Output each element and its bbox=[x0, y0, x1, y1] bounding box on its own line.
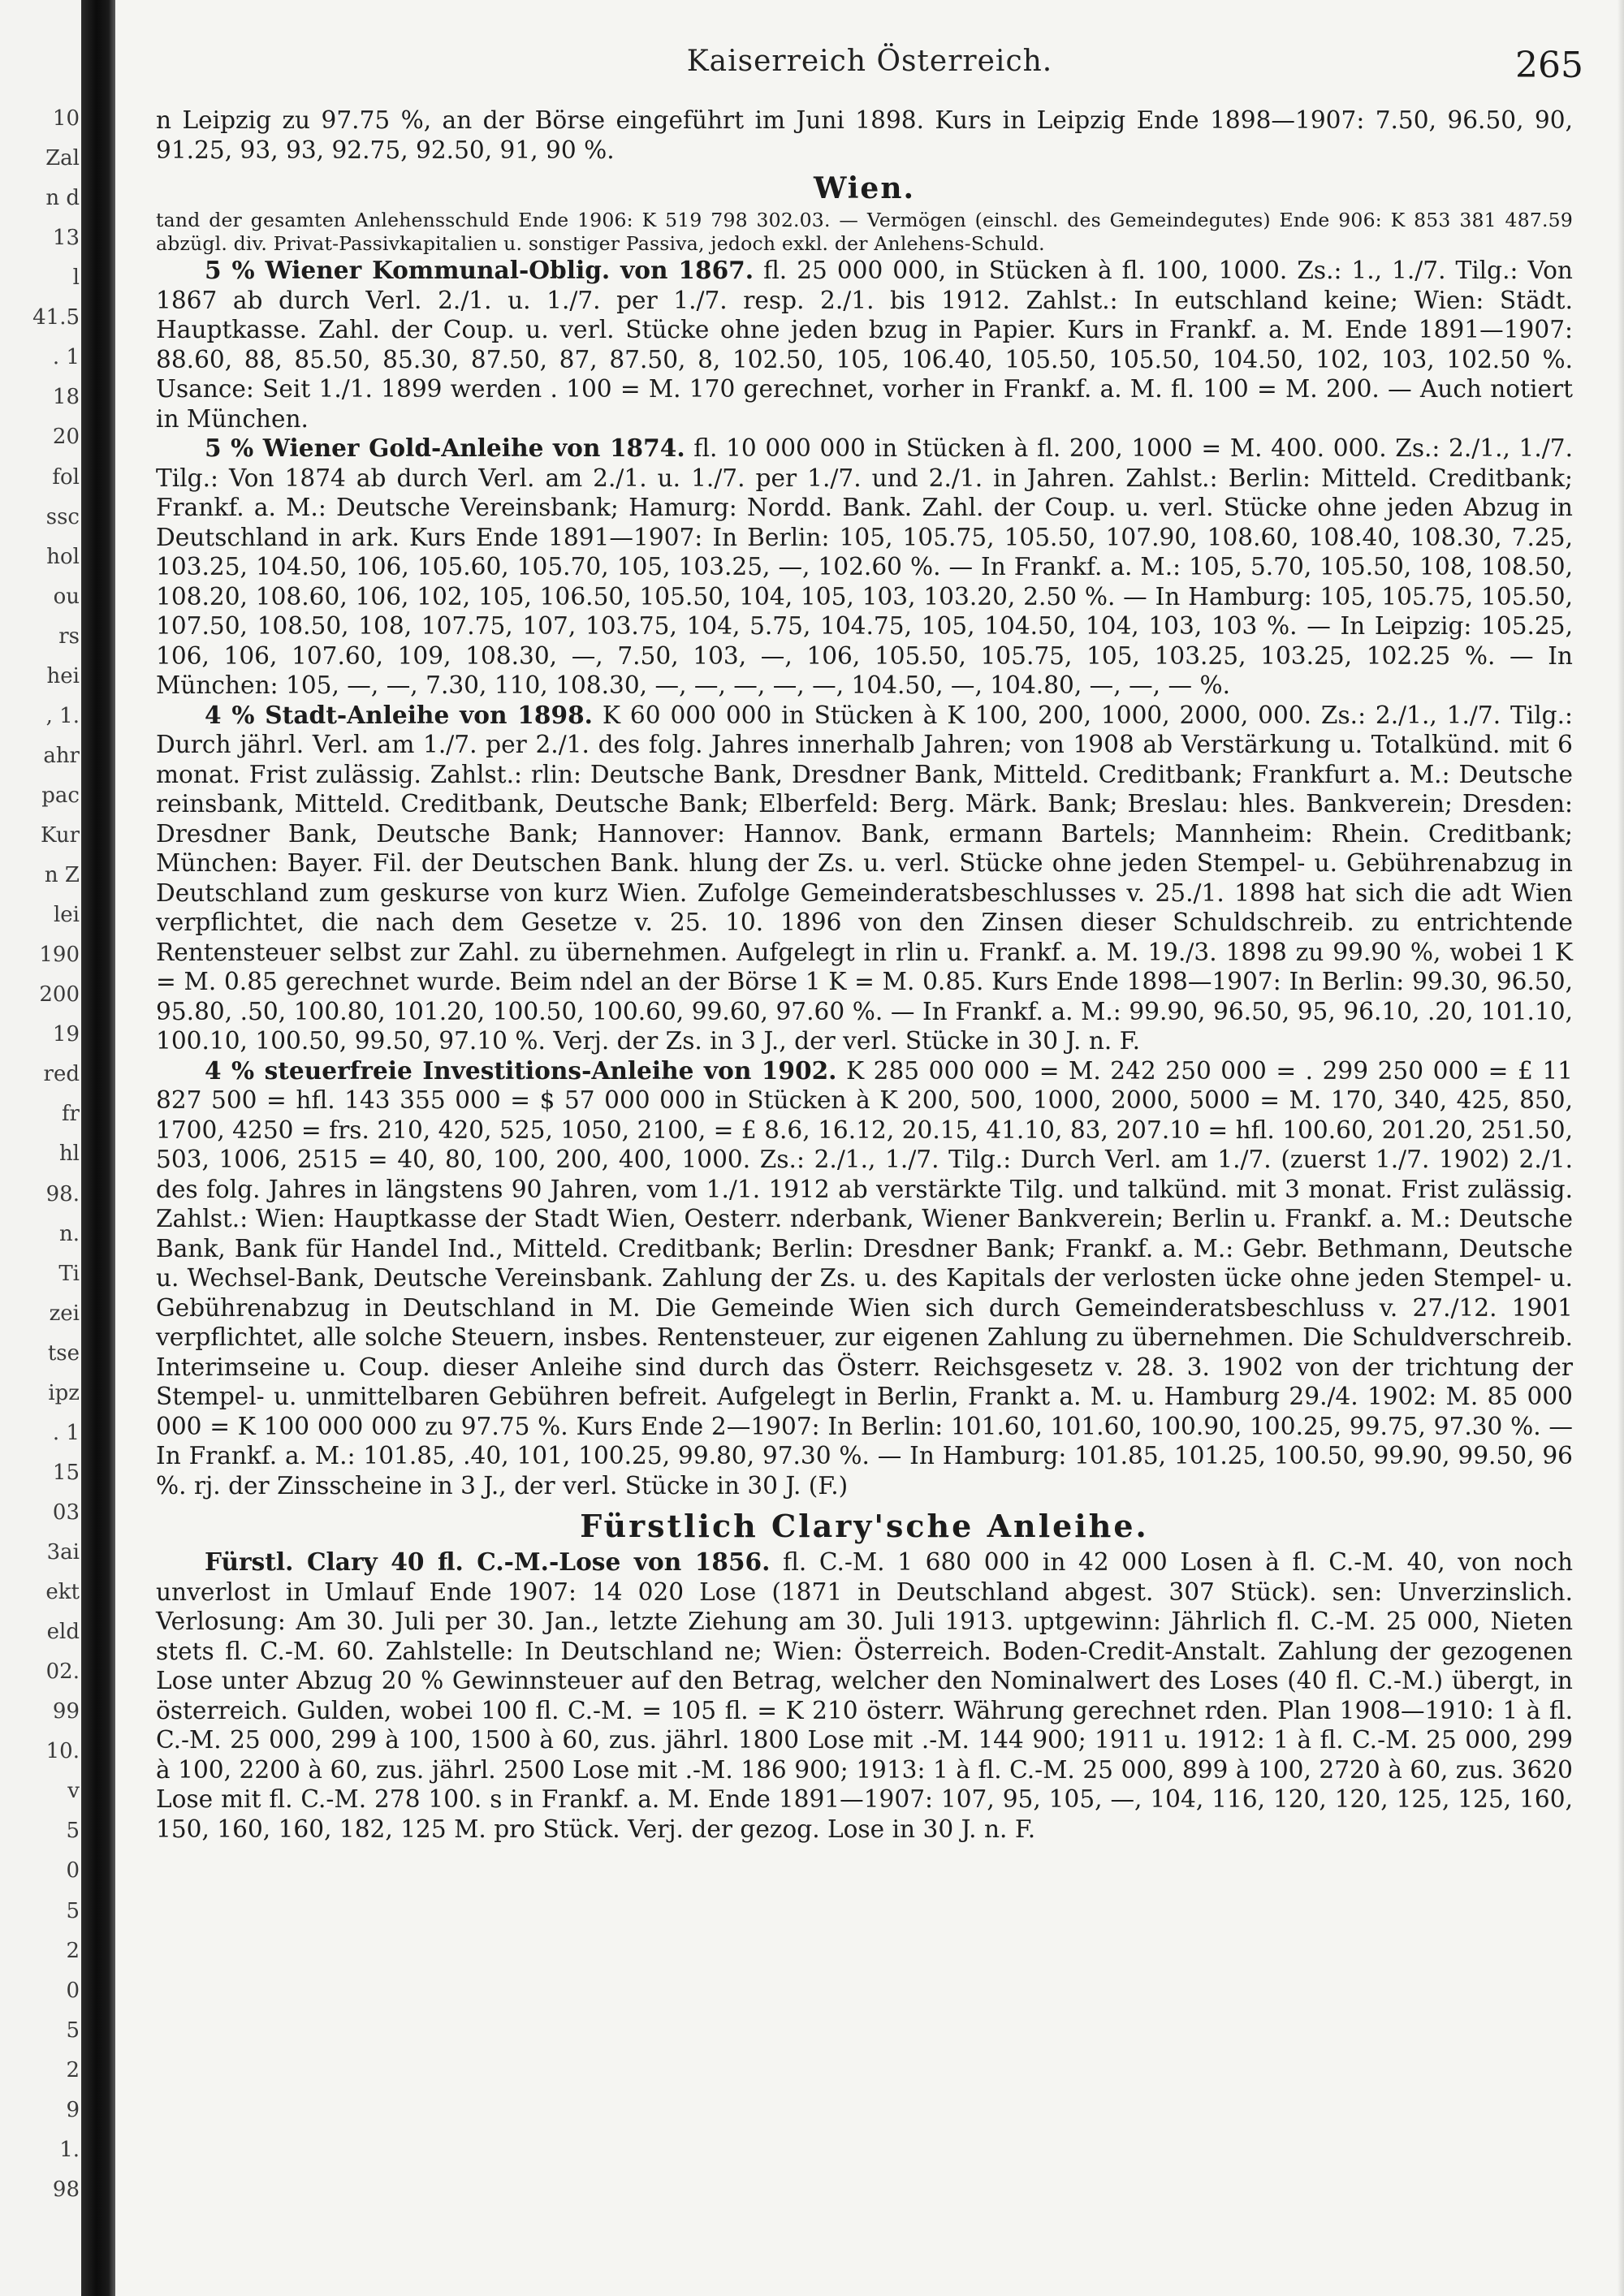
bond-entry-kommunal-1867 bbox=[156, 256, 1573, 434]
margin-fragment: 2 bbox=[66, 1938, 80, 1963]
margin-fragment: 9 bbox=[66, 2097, 80, 2122]
bond-text: fl. 10 000 000 in Stücken à fl. 200, 1000 = M. 400. 000. Zs.: 2./1., 1./7. Tilg.: Von 1874 ab durch Verl. am 2./1. u. 1./7. per 1./7. und 2./1. in Jahren. Zahlst.: Berlin: Mitteld. Creditbank; Frankf. a. M.: Deutsche Vereinsbank; Hamurg: Nordd. Bank. Zahl. der Coup. u. verl. Stücke ohne jeden Abzug in Deutschland in ark. Kurs Ende 1891—1907: In Berlin: 105, 105.75, 105.50, 107.90, 108.60, 108.40, 108.30, 7.25, 103.25, 104.50, 106, 105.60, 105.70, 105, 103.25, —, 102.60 %. — In Frankf. a. M.: 105, 5.70, 105.50, 108, 108.50, 108.20, 108.60, 106, 102, 105, 106.50, 105.50, 104, 105, 103, 103.20, 2.50 %. — In Hamburg: 105, 105.75, 105.50, 107.50, 108.50, 108, 107.75, 107, 103.75, 104, 5.75, 104.75, 105, 104.50, 104, 103, 103 %. — In Leipzig: 105.25, 106, 106, 107.60, 109, 108.30, —, 7.50, 103, —, 106, 105.50, 105.75, 105, 103.25, 103.25, 102.25 %. — In München: 105, —, —, 7.30, 110, 108.30, —, —, —, —, —, 104.50, —, 104.80, —, —, — %. bbox=[156, 434, 1573, 699]
margin-fragment: n Z bbox=[44, 863, 80, 888]
margin-fragment: 20 bbox=[52, 425, 80, 450]
margin-fragment: 190 bbox=[39, 943, 80, 968]
margin-fragment: Kur bbox=[40, 823, 80, 848]
margin-fragment: eld bbox=[46, 1620, 80, 1645]
book-gutter bbox=[81, 0, 115, 2296]
section-heading-clary: Fürstlich Clary'sche Anleihe. bbox=[580, 1508, 1149, 1544]
margin-fragment: 13 bbox=[52, 226, 80, 251]
bond-entry-investitions-1902 bbox=[156, 1056, 1573, 1501]
margin-fragment: 99 bbox=[52, 1699, 80, 1724]
margin-fragment: n. bbox=[58, 1221, 80, 1246]
bond-entry-clary-1856 bbox=[156, 1547, 1573, 1844]
margin-fragment: zei bbox=[49, 1301, 80, 1326]
margin-fragment: . 1 bbox=[52, 1420, 80, 1445]
margin-fragment: hol bbox=[46, 544, 80, 569]
margin-fragment: lei bbox=[53, 903, 80, 928]
margin-fragment: ssc bbox=[45, 504, 80, 529]
margin-fragment: 10 bbox=[52, 106, 80, 131]
page-body bbox=[156, 106, 1573, 1844]
margin-fragment: 02. bbox=[45, 1659, 80, 1685]
margin-fragment: 41.5 bbox=[32, 305, 80, 330]
margin-fragment: 200 bbox=[39, 982, 80, 1008]
page-header bbox=[115, 45, 1624, 93]
margin-fragment: ekt bbox=[45, 1580, 80, 1605]
margin-fragment: 03 bbox=[52, 1500, 80, 1525]
bond-entry-stadt-1898 bbox=[156, 701, 1573, 1056]
margin-fragment: n d bbox=[45, 186, 80, 211]
margin-fragment: 3ai bbox=[46, 1540, 80, 1565]
margin-fragment: ipz bbox=[48, 1380, 80, 1405]
margin-fragment: 5 bbox=[66, 2018, 80, 2043]
margin-fragment: l bbox=[72, 265, 80, 291]
margin-fragment: 0 bbox=[66, 1858, 80, 1884]
margin-fragment: 0 bbox=[66, 1978, 80, 2003]
margin-fragment: Zal bbox=[45, 146, 80, 171]
intro-paragraph: n Leipzig zu 97.75 %, an der Börse eingeführt im Juni 1898. Kurs in Leipzig Ende 1898—1907: 7.50, 96.50, 90, 91.25, 93, 93, 92.75, 92.50, 91, 90 %. bbox=[156, 106, 1573, 164]
margin-fragment: v bbox=[67, 1779, 80, 1804]
margin-fragment: fol bbox=[52, 464, 80, 490]
bond-title: 4 % Stadt-Anleihe von 1898. bbox=[205, 700, 593, 729]
margin-fragment: Ti bbox=[58, 1261, 80, 1286]
section-heading-wien: Wien. bbox=[813, 171, 916, 205]
page-number: 265 bbox=[1515, 45, 1583, 86]
bond-text: K 60 000 000 in Stücken à K 100, 200, 1000, 2000, 000. Zs.: 2./1., 1./7. Tilg.: Durch jährl. Verl. am 1./7. per 2./1. des folg. Jahres innerhalb Jahren; von 1908 ab Verstärkung u. Totalkünd. mit 6 monat. Frist zulässig. Zahlst.: rlin: Deutsche Bank, Dresdner Bank, Mitteld. Creditbank; Frankfurt a. M.: Deutsche reinsbank, Mitteld. Creditbank, Deutsche Bank; Elberfeld: Berg. Märk. Bank; Breslau: hles. Bankverein; Dresden: Dresdner Bank, Deutsche Bank; Hannover: Hannov. Bank, ermann Bartels; Mannheim: Rhein. Creditbank; München: Bayer. Fil. der Deutschen Bank. hlung der Zs. u. verl. Stücke ohne jeden Stempel- u. Gebührenabzug in Deutschland zum geskurse von kurz Wien. Zufolge Gemeinderatsbeschlusses v. 25./1. 1898 hat sich die adt Wien verpflichtet, die nach dem Gesetze v. 25. 10. 1896 von den Zinsen dieser Schuldschreib. zu entrichtende Rentensteuer selbst zur Zahl. zu übernehmen. Aufgelegt in rlin u. Frankf. a. M. 19./3. 1898 zu 99.90 %, wobei 1 K = M. 0.85 gerechnet wurde. Beim ndel an der Börse 1 K = M. 0.85. Kurs Ende 1898—1907: In Berlin: 99.30, 96.50, 95.80, .50, 100.80, 101.20, 100.50, 100.60, 99.60, 97.60 %. — In Frankf. a. M.: 99.90, 96.50, 95, 96.10, .20, 101.10, 100.10, 100.50, 99.50, 97.10 %. Verj. der Zs. in 3 J., der verl. Stücke in 30 J. n. F. bbox=[156, 701, 1573, 1055]
margin-fragment: red bbox=[43, 1062, 80, 1087]
margin-fragment: hl bbox=[58, 1142, 80, 1167]
margin-fragment: rs bbox=[58, 624, 80, 649]
margin-fragment: hei bbox=[46, 663, 80, 688]
bond-title: 5 % Wiener Kommunal-Oblig. von 1867. bbox=[205, 256, 754, 284]
margin-fragment: 18 bbox=[52, 385, 80, 410]
margin-fragment: 98. bbox=[45, 1181, 80, 1206]
margin-fragment: ou bbox=[53, 584, 80, 609]
bond-title: 4 % steuerfreie Investitions-Anleihe von 1902. bbox=[205, 1055, 837, 1085]
bond-text: fl. C.-M. 1 680 000 in 42 000 Losen à fl. C.-M. 40, von noch unverlost in Umlauf Ende 1907: 14 020 Lose (1871 in Deutschland abgest. 307 Stück). sen: Unverzinslich. Verlosung: Am 30. Juli per 30. Jan., letzte Ziehung am 30. Juli 1913. uptgewinn: Jährlich fl. C.-M. 25 000, Nieten stets fl. C.-M. 60. Zahlstelle: In Deutschland ne; Wien: Österreich. Boden-Credit-Anstalt. Zahlung der gezogenen Lose unter Abzug 20 % Gewinnsteuer auf den Betrag, welcher den Nominalwert des Loses (40 fl. C.-M.) übergt, in österreich. Gulden, wobei 100 fl. C.-M. = 105 fl. = K 210 österr. Währung gerechnet rden. Plan 1908—1910: 1 à fl. C.-M. 25 000, 299 à 100, 1500 à 60, zus. jährl. 1800 Lose mit .-M. 144 900; 1911 u. 1912: 1 à fl. C.-M. 25 000, 299 à 100, 2200 à 60, zus. jährl. 2500 Lose mit .-M. 186 900; 1913: 1 à fl. C.-M. 25 000, 899 à 100, 2720 à 60, zus. 3620 Lose mit fl. C.-M. 278 100. s in Frankf. a. M. Ende 1891—1907: 107, 95, 105, —, 104, 116, 120, 120, 125, 125, 160, 150, 160, 160, 182, 125 M. pro Stück. Verj. der gezog. Lose in 30 J. n. F. bbox=[156, 1548, 1573, 1843]
margin-fragment: 15 bbox=[52, 1460, 80, 1485]
bond-entry-gold-1874 bbox=[156, 434, 1573, 701]
wien-debt-summary: tand der gesamten Anlehensschuld Ende 1906: K 519 798 302.03. — Vermögen (einschl. des Gemeindegutes) Ende 906: K 853 381 487.59 abzügl. div. Privat-Passivkapitalien u. sonstiger Passiva, jedoch exkl. der Anlehens-Schuld. bbox=[156, 209, 1573, 255]
margin-fragment: , 1. bbox=[45, 703, 80, 728]
margin-fragment: ahr bbox=[43, 743, 80, 768]
margin-fragment: fr bbox=[61, 1102, 80, 1127]
page bbox=[115, 0, 1624, 2296]
margin-fragment: 5 bbox=[66, 1819, 80, 1844]
margin-fragment: 19 bbox=[52, 1022, 80, 1047]
margin-fragment: 2 bbox=[66, 2057, 80, 2082]
margin-fragment: tse bbox=[47, 1340, 80, 1366]
margin-fragment: 10. bbox=[45, 1739, 80, 1764]
running-title: Kaiserreich Österreich. bbox=[686, 45, 1053, 78]
bond-text: K 285 000 000 = M. 242 250 000 = . 299 250 000 = £ 11 827 500 = hfl. 143 355 000 = $ 57 000 000 in Stücken à K 200, 500, 1000, 2000, 5000 = M. 170, 340, 425, 850, 1700, 4250 = frs. 210, 420, 525, 1050, 2100, = £ 8.6, 16.12, 20.15, 41.10, 83, 207.10 = hfl. 100.60, 201.20, 251.50, 503, 1006, 2515 = 40, 80, 100, 200, 400, 1000. Zs.: 2./1., 1./7. Tilg.: Durch Verl. am 1./7. (zuerst 1./7. 1902) 2./1. des folg. Jahres in längstens 90 Jahren, vom 1./1. 1912 ab verstärkte Tilg. und talkünd. mit 3 monat. Frist zulässig. Zahlst.: Wien: Hauptkasse der Stadt Wien, Oesterr. nderbank, Wiener Bankverein; Berlin u. Frankf. a. M.: Deutsche Bank, Bank für Handel Ind., Mitteld. Creditbank; Berlin: Dresdner Bank; Frankf. a. M.: Gebr. Bethmann, Deutsche u. Wechsel-Bank, Deutsche Vereinsbank. Zahlung der Zs. u. des Kapitals der verlosten ücke ohne jeden Stempel- u. Gebührenabzug in Deutschland in M. Die Gemeinde Wien sich durch Gemeinderatsbeschluss v. 27./12. 1901 verpflichtet, alle solche Steuern, insbes. Rentensteuer, zur eigenen Zahlung zu übernehmen. Die Schuldverschreib. Interimseine u. Coup. dieser Anleihe sind durch das Österr. Reichsgesetz v. 28. 3. 1902 von der trichtung der Stempel- u. unmittelbaren Gebühren befreit. Aufgelegt in Berlin, Frankt a. M. u. Hamburg 29./4. 1902: M. 85 000 000 = K 100 000 000 zu 97.75 %. Kurs Ende 2—1907: In Berlin: 101.60, 101.60, 100.90, 100.25, 99.75, 97.30 %. — In Frankf. a. M.: 101.85, .40, 101, 100.25, 99.80, 97.30 %. — In Hamburg: 101.85, 101.25, 100.50, 99.90, 99.50, 96 %. rj. der Zinsscheine in 3 J., der verl. Stücke in 30 J. (F.) bbox=[156, 1056, 1573, 1500]
bond-title: Fürstl. Clary 40 fl. C.-M.-Lose von 1856. bbox=[205, 1547, 771, 1576]
page-edge bbox=[1618, 0, 1624, 2296]
margin-fragment: pac bbox=[41, 783, 80, 808]
margin-fragment: 1. bbox=[59, 2137, 80, 2162]
margin-fragment: 98 bbox=[52, 2177, 80, 2202]
previous-page-margin bbox=[0, 0, 81, 2296]
margin-fragment: . 1 bbox=[52, 345, 80, 370]
bond-text: fl. 25 000 000, in Stücken à fl. 100, 1000. Zs.: 1., 1./7. Tilg.: Von 1867 ab durch Verl. 2./1. u. 1./7. per 1./7. resp. 2./1. bis 1912. Zahlst.: In eutschland keine; Wien: Städt. Hauptkasse. Zahl. der Coup. u. verl. Stücke ohne jeden bzug in Papier. Kurs in Frankf. a. M. Ende 1891—1907: 88.60, 88, 85.50, 85.30, 87.50, 87, 87.50, 8, 102.50, 105, 106.40, 105.50, 105.50, 104.50, 102, 103, 102.50 %. Usance: Seit 1./1. 1899 werden . 100 = M. 170 gerechnet, vorher in Frankf. a. M. fl. 100 = M. 200. — Auch notiert in München. bbox=[156, 257, 1573, 433]
margin-fragment: 5 bbox=[66, 1898, 80, 1923]
bond-title: 5 % Wiener Gold-Anleihe von 1874. bbox=[205, 434, 685, 462]
